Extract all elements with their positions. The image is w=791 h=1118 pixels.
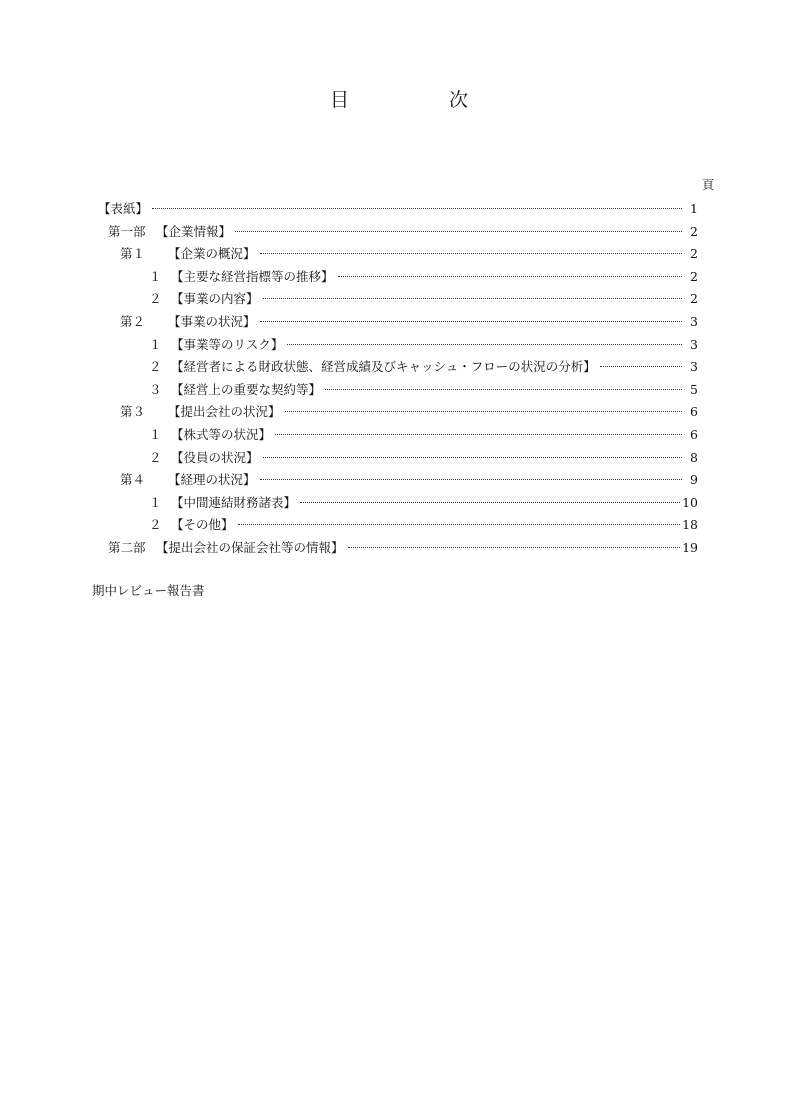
toc-entry-label: 【事業の内容】: [171, 291, 259, 307]
toc-entry-number: ２: [149, 359, 162, 375]
toc-entry-page: 6: [690, 404, 698, 420]
toc-entry-page: 3: [690, 359, 698, 375]
toc-leader-dots: [235, 231, 682, 232]
toc-entry-section2[interactable]: [98, 311, 698, 334]
toc-entry-section3-item2[interactable]: [98, 447, 698, 470]
toc-entry-page: 6: [690, 426, 698, 442]
toc-entry-section2-item3[interactable]: [98, 379, 698, 402]
toc-entry-label: 【中間連結財務諸表】: [171, 494, 297, 510]
toc-leader-dots: [348, 547, 681, 548]
toc-entry-page: 1: [690, 201, 698, 216]
toc-entry-label: 【提出会社の保証会社等の情報】: [156, 539, 344, 555]
toc-entry-label: 【提出会社の状況】: [168, 404, 281, 420]
toc-leader-dots: [287, 344, 682, 345]
toc-entry-page: 2: [690, 223, 698, 239]
toc-leader-dots: [285, 411, 682, 412]
toc-entry-label: 【経営上の重要な契約等】: [171, 381, 322, 397]
toc-entry-number: 第一部: [108, 223, 146, 239]
table-of-contents: [98, 198, 698, 560]
toc-entry-part2[interactable]: [98, 537, 698, 560]
toc-entry-number: 第３: [120, 404, 146, 420]
toc-leader-dots: [325, 389, 682, 390]
toc-entry-page: 19: [682, 539, 698, 555]
toc-entry-section3-item1[interactable]: [98, 424, 698, 447]
toc-entry-label: 【表紙】: [98, 201, 149, 216]
toc-entry-label: 【企業の概況】: [168, 246, 256, 262]
toc-entry-label: 【株式等の状況】: [171, 426, 272, 442]
toc-entry-number: ２: [149, 449, 162, 465]
toc-entry-page: 3: [690, 336, 698, 352]
toc-entry-section2-item2[interactable]: [98, 356, 698, 379]
toc-entry-label: 【企業情報】: [156, 223, 232, 239]
toc-entry-page: 2: [690, 268, 698, 284]
page-title-right-char: 次: [449, 89, 469, 111]
toc-entry-section1-item1[interactable]: [98, 266, 698, 289]
toc-entry-page: 2: [690, 291, 698, 307]
toc-leader-dots: [263, 298, 682, 299]
toc-entry-number: 第二部: [108, 539, 146, 555]
toc-entry-section3[interactable]: [98, 401, 698, 424]
toc-entry-part1[interactable]: [98, 221, 698, 244]
toc-entry-page: 3: [690, 313, 698, 329]
toc-entry-label: 【事業の状況】: [168, 313, 256, 329]
toc-entry-cover[interactable]: [98, 198, 698, 221]
toc-leader-dots: [238, 524, 681, 525]
toc-entry-page: 2: [690, 246, 698, 262]
toc-entry-section4-item2[interactable]: [98, 514, 698, 537]
toc-leader-dots: [600, 366, 682, 367]
toc-entry-label: 【経理の状況】: [168, 472, 256, 488]
toc-entry-number: １: [149, 494, 162, 510]
toc-leader-dots: [152, 208, 682, 209]
toc-leader-dots: [300, 502, 680, 503]
toc-entry-label: 【役員の状況】: [171, 449, 259, 465]
toc-entry-label: 【その他】: [171, 517, 234, 533]
toc-entry-number: ３: [149, 381, 162, 397]
page-title-left-char: 目: [330, 89, 350, 111]
review-report-heading[interactable]: 期中レビュー報告書: [92, 583, 205, 598]
toc-entry-number: 第４: [120, 472, 146, 488]
toc-leader-dots: [260, 321, 682, 322]
toc-leader-dots: [263, 457, 682, 458]
toc-entry-section2-item1[interactable]: [98, 334, 698, 357]
toc-entry-page: 9: [690, 472, 698, 488]
toc-entry-number: １: [149, 336, 162, 352]
toc-entry-label: 【経営者による財政状態、経営成績及びキャッシュ・フローの状況の分析】: [171, 359, 596, 375]
toc-entry-number: １: [149, 426, 162, 442]
toc-entry-page: 5: [690, 381, 698, 397]
toc-entry-number: 第２: [120, 313, 146, 329]
toc-entry-number: １: [149, 268, 162, 284]
toc-entry-page: 18: [682, 517, 698, 533]
toc-entry-section4-item1[interactable]: [98, 492, 698, 515]
page-title: [0, 86, 791, 114]
toc-entry-section1-item2[interactable]: [98, 288, 698, 311]
toc-leader-dots: [260, 253, 682, 254]
toc-entry-section4[interactable]: [98, 469, 698, 492]
toc-entry-number: ２: [149, 291, 162, 307]
toc-entry-section1[interactable]: [98, 243, 698, 266]
toc-entry-label: 【主要な経営指標等の推移】: [171, 268, 334, 284]
toc-entry-number: 第１: [120, 246, 146, 262]
toc-entry-page: 8: [690, 449, 698, 465]
page-column-label: 頁: [702, 178, 715, 192]
toc-entry-number: ２: [149, 517, 162, 533]
toc-leader-dots: [275, 434, 682, 435]
toc-leader-dots: [338, 276, 682, 277]
toc-leader-dots: [260, 479, 682, 480]
toc-entry-label: 【事業等のリスク】: [171, 336, 284, 352]
toc-entry-page: 10: [682, 494, 698, 510]
